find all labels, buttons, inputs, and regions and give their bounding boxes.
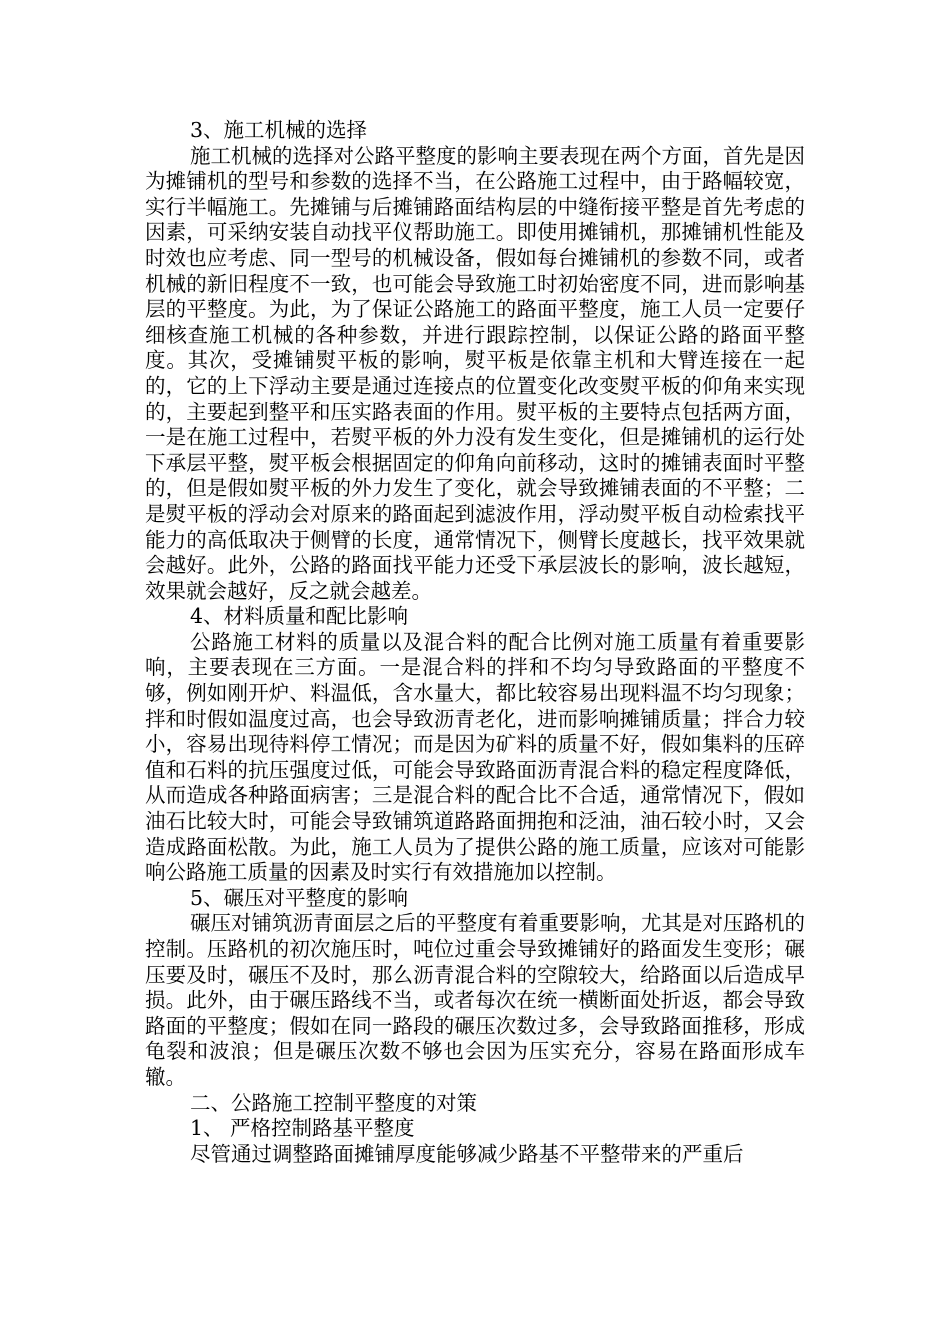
section-heading-countermeasures: 二、公路施工控制平整度的对策 xyxy=(190,1090,477,1115)
section-heading-rolling: 5、碾压对平整度的影响 xyxy=(190,885,409,910)
paragraph-rolling: 碾压对铺筑沥青面层之后的平整度有着重要影响，尤其是对压路机的控制。压路机的初次施压时，吨位过重会导致摊铺好的路面发生变形；碾压要及时，碾压不及时，那么沥青混合料的空隙较大，给路面以后造成早损。此外，由于碾压路线不当，或者每次在统一横断面处折返，都会导致路面的平整度；假如在同一路段的碾压次数过多，会导致路面推移，形成龟裂和波浪；但是碾压次数不够也会因为压实充分，容易在路面形成车辙。 xyxy=(145,911,805,1089)
paragraph-machinery: 施工机械的选择对公路平整度的影响主要表现在两个方面，首先是因为摊铺机的型号和参数的选择不当，在公路施工过程中，由于路幅较宽，实行半幅施工。先摊铺与后摊铺路面结构层的中缝衔接平整是首先考虑的因素，可采纳安装自动找平仪帮助施工。即使用摊铺机，那摊铺机性能及时效也应考虑、同一型号的机械设备，假如每台摊铺机的参数不同，或者机械的新旧程度不一致，也可能会导致施工时初始密度不同，进而影响基层的平整度。为此，为了保证公路施工的路面平整度，施工人员一定要仔细核查施工机械的各种参数，并进行跟踪控制，以保证公路的路面平整度。其次，受摊铺熨平板的影响，熨平板是依靠主机和大臂连接在一起的，它的上下浮动主要是通过连接点的位置变化改变熨平板的仰角来实现的，主要起到整平和压实路表面的作用。熨平板的主要特点包括两方面，一是在施工过程中，若熨平板的外力没有发生变化，但是摊铺机的运行处下承层平整，熨平板会根据固定的仰角向前移动，这时的摊铺表面时平整的，但是假如熨平板的外力发生了变化，就会导致摊铺表面的不平整；二是熨平板的浮动会对原来的路面起到滤波作用，浮动熨平板自动检索找平能力的高低取决于侧臂的长度，通常情况下，侧臂长度越长，找平效果就会越好。此外，公路的路面找平能力还受下承层波长的影响，波长越短，效果就会越好，反之就会越差。 xyxy=(145,143,805,603)
subsection-heading-subgrade: 1、 严格控制路基平整度 xyxy=(190,1116,415,1141)
document-page xyxy=(145,118,805,1167)
paragraph-subgrade: 尽管通过调整路面摊铺厚度能够减少路基不平整带来的严重后 xyxy=(190,1141,744,1166)
section-heading-machinery: 3、施工机械的选择 xyxy=(190,118,368,142)
section-heading-materials: 4、材料质量和配比影响 xyxy=(190,604,409,629)
paragraph-materials: 公路施工材料的质量以及混合料的配合比例对施工质量有着重要影响，主要表现在三方面。一是混合料的拌和不均匀导致路面的平整度不够，例如刚开炉、料温低，含水量大，都比较容易出现料温不均匀现象；拌和时假如温度过高，也会导致沥青老化，进而影响摊铺质量；拌合力较小，容易出现待料停工情况；而是因为矿料的质量不好，假如集料的压碎值和石料的抗压强度过低，可能会导致路面沥青混合料的稳定程度降低，从而造成各种路面病害；三是混合料的配合比不合适，通常情况下，假如油石比较大时，可能会导致铺筑道路路面拥抱和泛油，油石较小时，又会造成路面松散。为此，施工人员为了提供公路的施工质量，应该对可能影响公路施工质量的因素及时实行有效措施加以控制。 xyxy=(145,629,805,885)
